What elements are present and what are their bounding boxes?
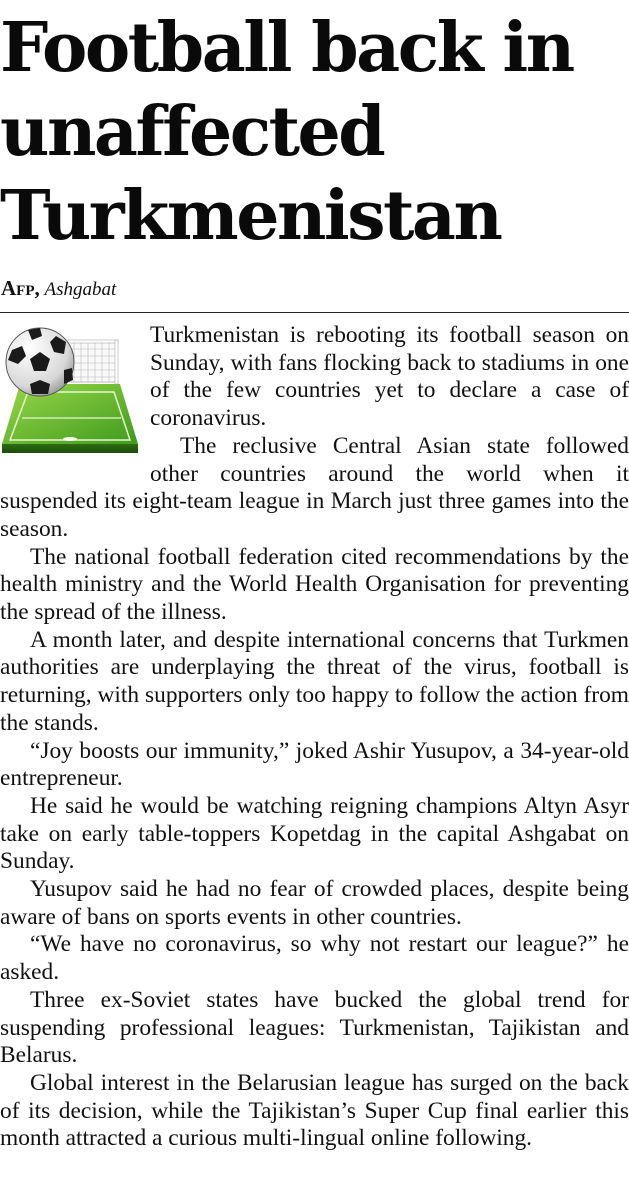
article-paragraph: Turkmenistan is rebooting its football season on Sunday, with fans flocking back to stadiums in one of the few countries yet to declare a case of coronavirus. [150, 322, 629, 432]
article-paragraph: A month later, and despite international concerns that Turkmen authorities are underplaying the threat of the virus, football is returning, with supporters only too happy to follow the action from the stands. [0, 626, 629, 736]
article-paragraph: The national football federation cited recommendations by the health ministry and the World Health Organisation for preventing the spread of the illness. [0, 543, 629, 626]
article-paragraph: The reclusive Central Asian state followed other countries around the world when it suspended its eight-team league in March just three games into the season. [0, 432, 629, 542]
article-paragraph: “We have no coronavirus, so why not restart our league?” he asked. [0, 931, 629, 986]
byline-place: Ashgabat [44, 279, 117, 300]
byline-agency: Afp, [1, 276, 40, 300]
byline [1, 274, 116, 304]
article-paragraph: Three ex-Soviet states have bucked the global trend for suspending professional leagues: Turkmenistan, Tajikistan and Belarus. [0, 986, 629, 1069]
football-pitch-icon [0, 322, 148, 462]
headline: Football back in unaffected Turkmenistan [0, 8, 573, 256]
article-paragraph: Global interest in the Belarusian league has surged on the back of its decision, while the Tajikistan’s Super Cup final earlier this month attracted a curious multi-lingual online following. [0, 1069, 629, 1152]
article-paragraph: “Joy boosts our immunity,” joked Ashir Yusupov, a 34-year-old entrepreneur. [0, 737, 629, 792]
byline-divider [0, 312, 629, 313]
article-body [0, 322, 629, 1153]
article-paragraph: Yusupov said he had no fear of crowded places, despite being aware of bans on sports events in other countries. [0, 876, 629, 930]
article-paragraph: He said he would be watching reigning champions Altyn Asyr take on early table-toppers Kopetdag in the capital Ashgabat on Sunday. [0, 792, 629, 875]
